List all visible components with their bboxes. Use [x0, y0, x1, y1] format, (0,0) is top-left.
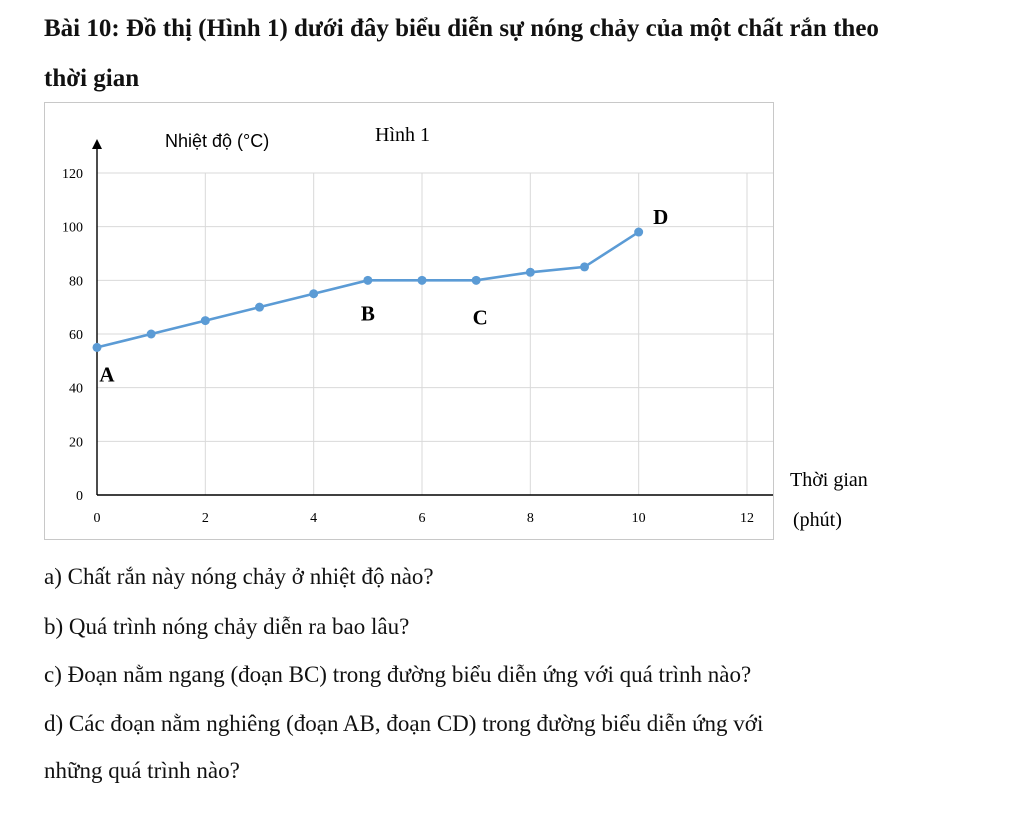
question-a: a) Chất rắn này nóng chảy ở nhiệt độ nào?: [44, 564, 434, 589]
data-point-1: [147, 330, 156, 339]
x-axis-label-overflow: [790, 468, 910, 531]
problem-title-line-2: thời gian: [44, 65, 140, 92]
problem-title: [44, 4, 1004, 104]
x-tick-label-8: 8: [526, 511, 534, 526]
axes: [92, 139, 773, 500]
y-axis-label: Nhiệt độ (°C): [165, 131, 270, 151]
question-d-line-2: những quá trình nào?: [44, 758, 240, 783]
y-tick-label-20: 20: [69, 435, 83, 451]
data-point-2: [201, 316, 210, 325]
point-label-d: D: [653, 205, 669, 230]
question-c: c) Đoạn nằm ngang (đoạn BC) trong đường biểu diễn ứng với quá trình nào?: [44, 662, 752, 687]
data-point-10: [634, 228, 643, 237]
point-label-a: A: [99, 362, 115, 387]
data-point-0: [93, 343, 102, 352]
x-axis-label-line-2: (phút): [793, 509, 842, 531]
y-tick-label-40: 40: [69, 381, 83, 397]
question-b: b) Quá trình nóng chảy diễn ra bao lâu?: [44, 614, 410, 639]
x-tick-label-6: 6: [418, 511, 426, 526]
chart-title: Hình 1: [375, 124, 430, 146]
data-point-5: [363, 276, 372, 285]
series-polyline: [97, 232, 639, 347]
data-point-6: [418, 276, 427, 285]
series-line: [97, 232, 639, 347]
question-d-line-1: d) Các đoạn nằm nghiêng (đoạn AB, đoạn CD) trong đường biểu diễn ứng với: [44, 711, 764, 736]
data-point-7: [472, 276, 481, 285]
y-tick-label-100: 100: [62, 220, 83, 236]
x-tick-label-12: 12: [740, 511, 754, 526]
x-tick-label-4: 4: [310, 511, 318, 526]
x-tick-label-0: 0: [93, 511, 101, 526]
x-tick-labels: [94, 511, 755, 526]
data-point-8: [526, 268, 535, 277]
series-points: [93, 228, 644, 352]
x-axis-label-line-1: Thời gian: [790, 469, 868, 491]
point-labels: [99, 205, 668, 386]
x-tick-label-2: 2: [201, 511, 209, 526]
y-axis-arrow-icon: [92, 139, 102, 149]
point-label-c: C: [472, 305, 488, 330]
data-point-4: [309, 289, 318, 298]
data-point-3: [255, 303, 264, 312]
y-tick-label-60: 60: [69, 328, 83, 343]
temperature-time-chart: [45, 103, 773, 539]
y-tick-labels: [62, 167, 83, 504]
y-tick-label-0: 0: [76, 489, 83, 504]
problem-title-line-1: Bài 10: Đồ thị (Hình 1) dưới đây biểu diễn sự nóng chảy của một chất rắn theo: [44, 15, 879, 42]
figure-1: [44, 102, 774, 540]
grid-lines: [97, 173, 773, 495]
x-tick-label-10: 10: [631, 511, 646, 526]
point-label-b: B: [360, 301, 375, 326]
y-tick-label-80: 80: [69, 274, 83, 290]
y-tick-label-120: 120: [62, 167, 83, 182]
data-point-9: [580, 262, 589, 271]
